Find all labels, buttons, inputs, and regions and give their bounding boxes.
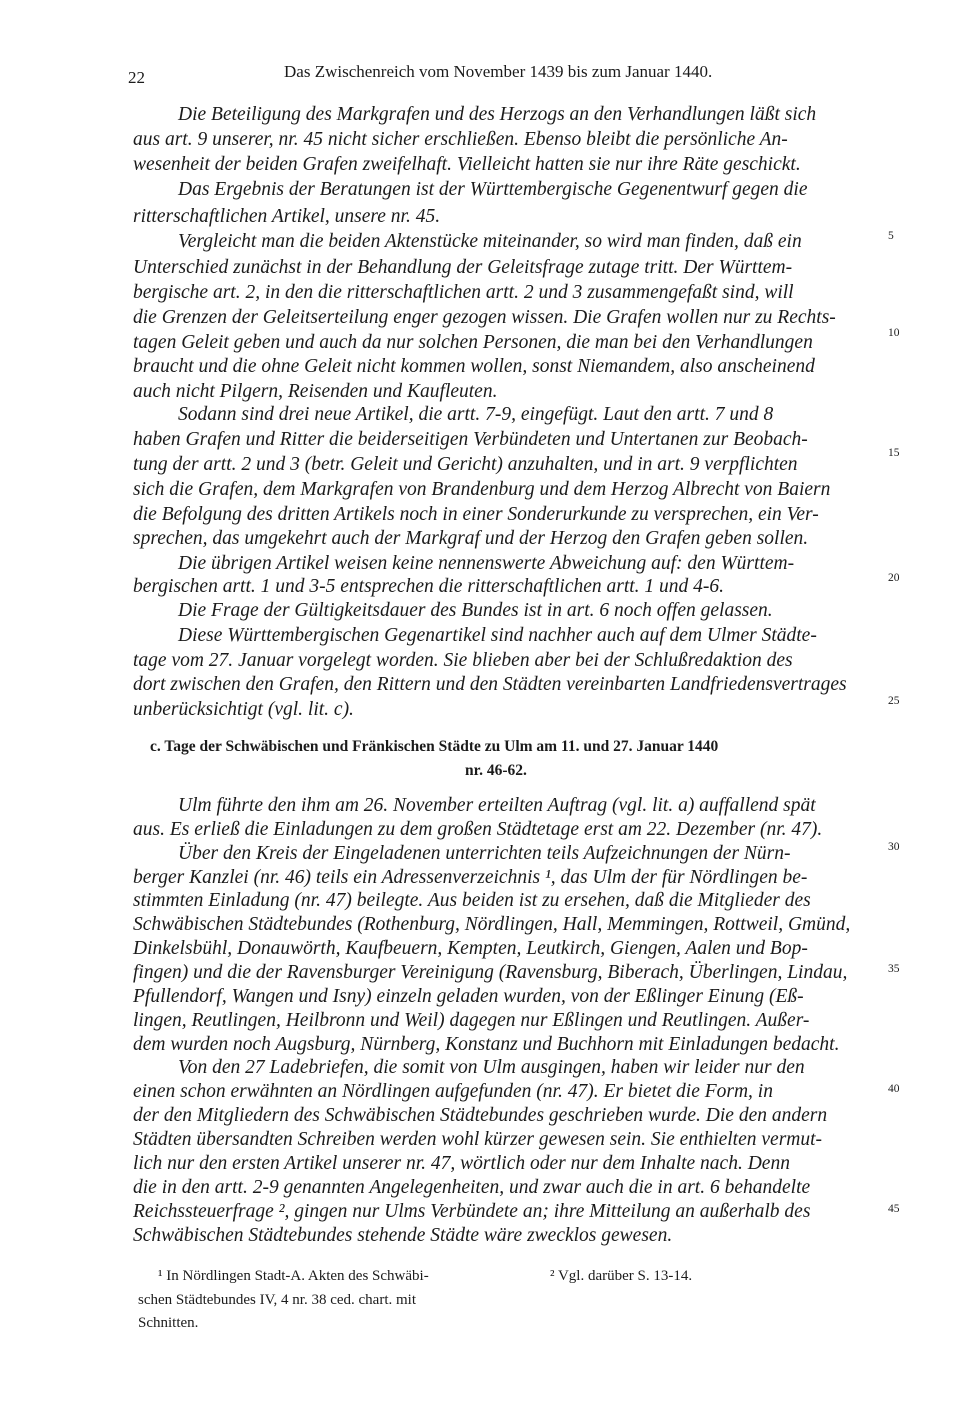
text-line: Die übrigen Artikel weisen keine nennenswerte Abweichung auf: den Württem- xyxy=(178,553,795,574)
page-number: 22 xyxy=(128,68,145,87)
text-line: Das Ergebnis der Beratungen ist der Württembergische Gegenentwurf gegen die xyxy=(178,179,808,200)
text-line: berger Kanzlei (nr. 46) teils ein Adressenverzeichnis ¹, das Ulm der für Nördlingen be- xyxy=(133,867,808,888)
text-line: wesenheit der beiden Grafen zweifelhaft. Vielleicht hatten sie nur ihre Räte geschickt. xyxy=(133,154,801,175)
footnote-line: ² Vgl. darüber S. 13-14. xyxy=(550,1268,693,1284)
text-line: Reichssteuerfrage ², gingen nur Ulms Verbündete an; ihre Mitteilung an außerhalb des xyxy=(133,1201,811,1222)
line-number: 30 xyxy=(888,841,900,853)
text-line: braucht und die ohne Geleit nicht kommen wollen, sonst Niemandem, also anscheinend xyxy=(133,356,815,377)
footnote-line: schen Städtebundes IV, 4 nr. 38 ced. chart. mit xyxy=(138,1292,416,1308)
text-line: ritterschaftlichen Artikel, unsere nr. 45. xyxy=(133,206,441,227)
text-line: Schwäbischen Städtebundes stehende Städte wäre zwecklos gewesen. xyxy=(133,1225,673,1246)
text-line: unberücksichtigt (vgl. lit. c). xyxy=(133,699,354,720)
footnote-line: ¹ In Nördlingen Stadt-A. Akten des Schwäbi- xyxy=(158,1268,429,1284)
text-line: tagen Geleit geben und auch da nur solchen Personen, die man bei den Verhandlungen xyxy=(133,332,813,353)
text-line: auch nicht Pilgern, Reisenden und Kaufleuten. xyxy=(133,381,498,402)
footnote-line: Schnitten. xyxy=(138,1315,199,1331)
text-line: aus art. 9 unserer, nr. 45 nicht sicher erschließen. Ebenso bleibt die persönliche An- xyxy=(133,129,788,150)
line-number: 35 xyxy=(888,963,900,975)
text-line: aus. Es erließ die Einladungen zu dem großen Städtetage erst am 22. Dezember (nr. 47). xyxy=(133,819,823,840)
text-line: Schwäbischen Städtebundes (Rothenburg, Nördlingen, Hall, Memmingen, Rottweil, Gmünd, xyxy=(133,914,851,935)
text-line: die Befolgung des dritten Artikels noch in einer Sonderurkunde zu versprechen, ein Ver- xyxy=(133,504,819,525)
text-line: die Grenzen der Geleitserteilung enger gezogen wissen. Die Grafen wollen nur zu Rechts- xyxy=(133,307,836,328)
line-number: 15 xyxy=(888,447,900,459)
section-heading-line: c. Tage der Schwäbischen und Fränkischen Städte zu Ulm am 11. und 27. Januar 1440 xyxy=(150,738,719,755)
line-number: 25 xyxy=(888,695,900,707)
text-line: tage vom 27. Januar vorgelegt worden. Sie blieben aber bei der Schlußredaktion des xyxy=(133,650,793,671)
running-title: Das Zwischenreich vom November 1439 bis zum Januar 1440. xyxy=(284,62,713,81)
text-line: Unterschied zunächst in der Behandlung der Geleitsfrage zutage tritt. Der Württem- xyxy=(133,257,793,278)
text-line: sprechen, das umgekehrt auch der Markgraf und der Herzog den Grafen geben sollen. xyxy=(133,528,809,549)
text-line: stimmten Einladung (nr. 47) beilegte. Aus beiden ist zu ersehen, daß die Mitglieder des xyxy=(133,890,811,911)
line-number: 20 xyxy=(888,572,900,584)
line-number: 40 xyxy=(888,1083,900,1095)
text-line: Von den 27 Ladebriefen, die somit von Ulm ausgingen, haben wir leider nur den xyxy=(178,1057,805,1078)
text-line: dort zwischen den Grafen, den Rittern und den Städten vereinbarten Landfriedensvertrages xyxy=(133,674,847,695)
line-number: 45 xyxy=(888,1203,900,1215)
text-line: Sodann sind drei neue Artikel, die artt. 7-9, eingefügt. Laut den artt. 7 und 8 xyxy=(178,404,774,425)
text-line: lich nur den ersten Artikel unserer nr. 47, wörtlich oder nur dem Inhalte nach. Denn xyxy=(133,1153,790,1174)
text-line: Pfullendorf, Wangen und Isny) einzeln geladen wurden, von der Eßlinger Einung (Eß- xyxy=(133,986,804,1007)
text-line: die in den artt. 2-9 genannten Angelegenheiten, und zwar auch die in art. 6 behandelte xyxy=(133,1177,811,1198)
text-line: bergische art. 2, in den die ritterschaftlichen artt. 2 und 3 zusammengefaßt sind, will xyxy=(133,282,794,303)
text-line: der den Mitgliedern des Schwäbischen Städtebundes geschrieben wurde. Die den andern xyxy=(133,1105,828,1126)
text-line: Über den Kreis der Eingeladenen unterrichten teils Aufzeichnungen der Nürn- xyxy=(178,843,791,864)
text-line: lingen, Reutlingen, Heilbronn und Weil) dagegen nur Eßlingen und Reutlingen. Außer- xyxy=(133,1010,810,1031)
section-heading-line: nr. 46-62. xyxy=(465,762,527,779)
text-line: haben Grafen und Ritter die beiderseitigen Verbündeten und Untertanen zur Beobach- xyxy=(133,429,808,450)
text-line: Städten übersandten Schreiben werden wohl kürzer gewesen sein. Sie enthielten vermut- xyxy=(133,1129,823,1150)
text-line: fingen) und die der Ravensburger Vereinigung (Ravensburg, Biberach, Überlingen, Lindau, xyxy=(133,962,848,983)
line-number: 10 xyxy=(888,327,900,339)
text-line: tung der artt. 2 und 3 (betr. Geleit und Gericht) anzuhalten, und in art. 9 verpflichten xyxy=(133,454,798,475)
text-line: Dinkelsbühl, Donauwörth, Kaufbeuern, Kempten, Leutkirch, Giengen, Aalen und Bop- xyxy=(133,938,808,959)
text-line: Diese Württembergischen Gegenartikel sind nachher auch auf dem Ulmer Städte- xyxy=(178,625,817,646)
text-line: Vergleicht man die beiden Aktenstücke miteinander, so wird man finden, daß ein xyxy=(178,231,802,252)
text-line: sich die Grafen, dem Markgrafen von Brandenburg und dem Herzog Albrecht von Baiern xyxy=(133,479,831,500)
line-number: 5 xyxy=(888,230,894,242)
text-line: bergischen artt. 1 und 3-5 entsprechen die ritterschaftlichen artt. 1 und 4-6. xyxy=(133,576,725,597)
text-line: Ulm führte den ihm am 26. November erteilten Auftrag (vgl. lit. a) auffallend spät xyxy=(178,795,816,816)
text-line: dem wurden noch Augsburg, Nürnberg, Konstanz und Buchhorn mit Einladungen bedacht. xyxy=(133,1034,840,1055)
text-line: Die Beteiligung des Markgrafen und des Herzogs an den Verhandlungen läßt sich xyxy=(178,104,817,125)
text-line: einen schon erwähnten an Nördlingen aufgefunden (nr. 47). Er bietet die Form, in xyxy=(133,1081,773,1102)
text-line: Die Frage der Gültigkeitsdauer des Bundes ist in art. 6 noch offen gelassen. xyxy=(178,600,773,621)
page-header xyxy=(124,62,884,90)
